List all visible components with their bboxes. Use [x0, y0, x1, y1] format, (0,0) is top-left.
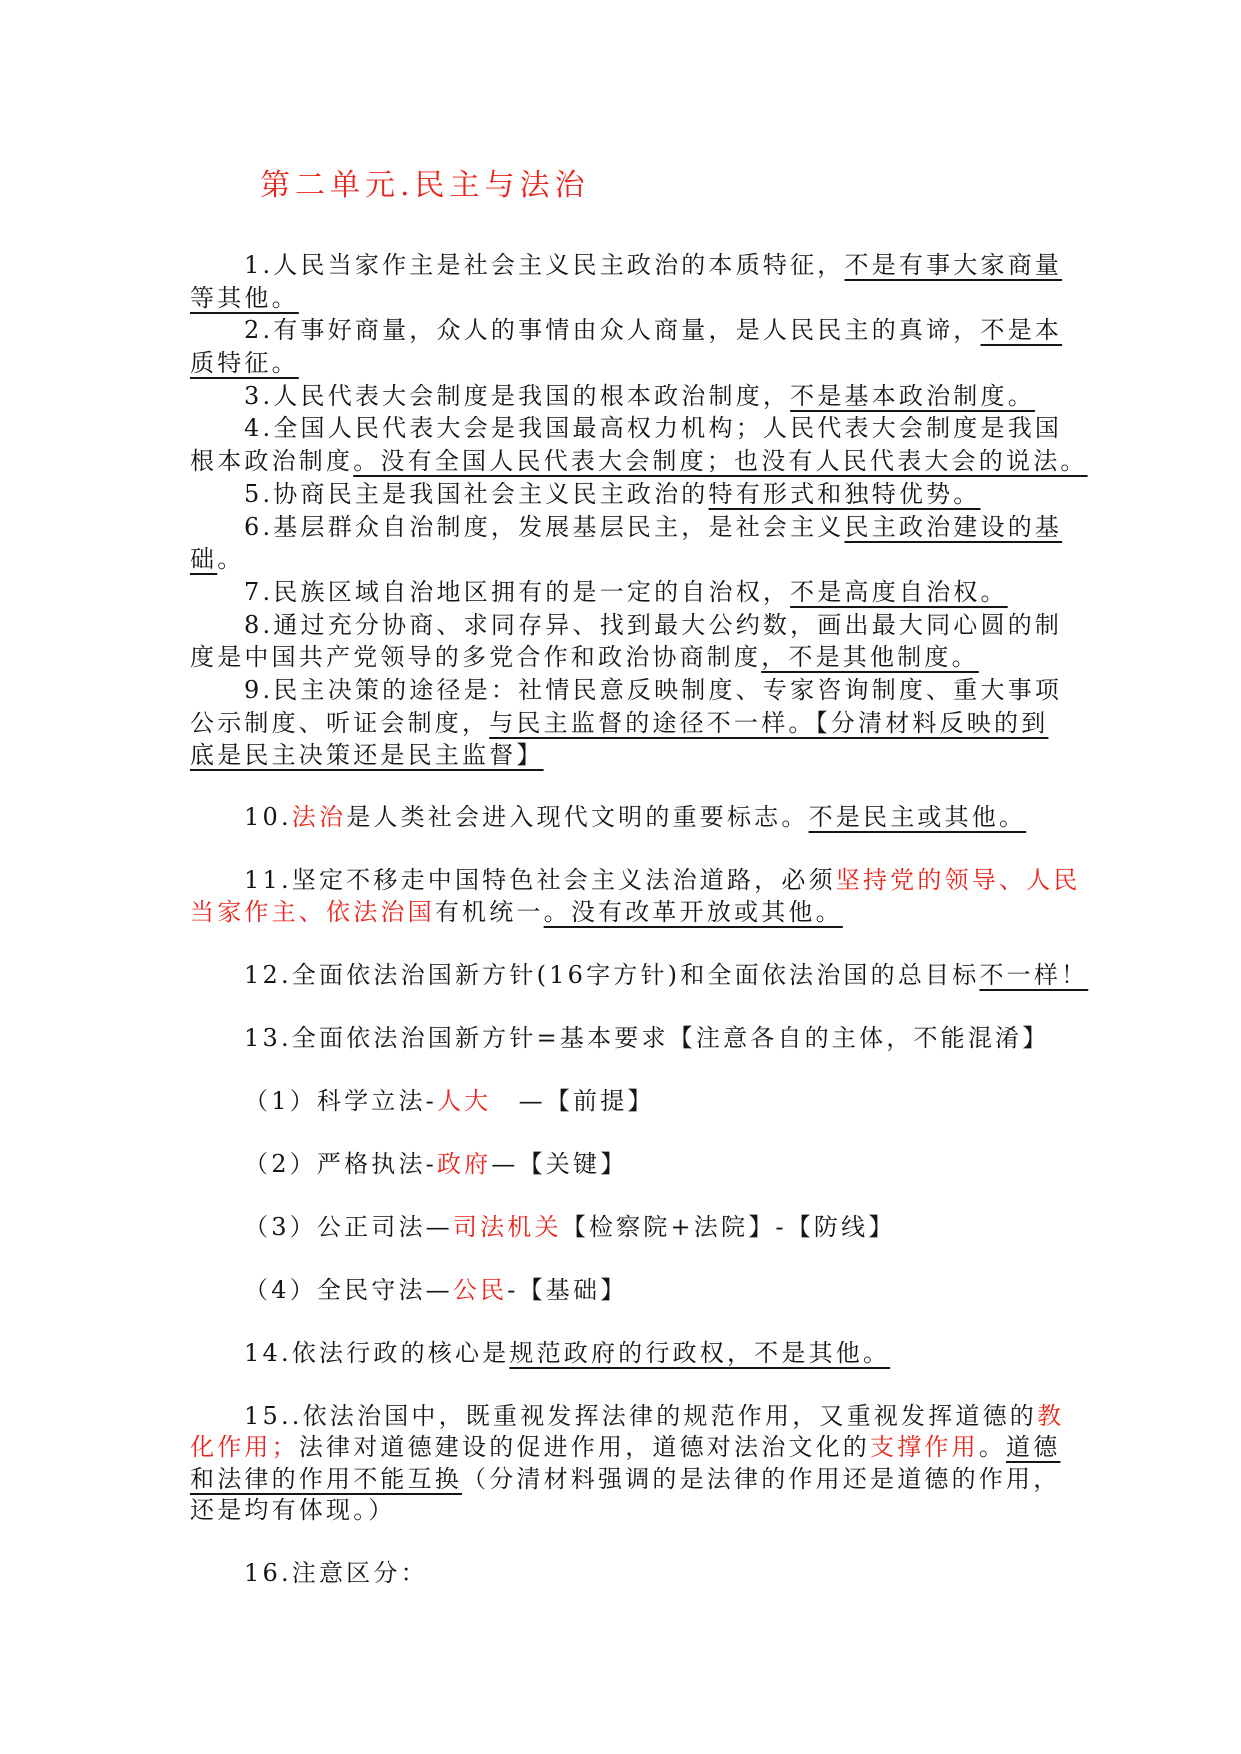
line-text: 。 — [978, 1433, 1007, 1461]
highlighted-text: 教 — [1037, 1401, 1065, 1430]
text-line — [190, 249, 1150, 282]
line-text: 还是均有体现。） — [190, 1496, 396, 1524]
list-item — [190, 1212, 1150, 1244]
line-text: （4）全民守法— — [244, 1275, 453, 1304]
text-line — [190, 641, 1150, 674]
text-line — [190, 511, 1150, 544]
text-line — [190, 865, 1150, 897]
text-line — [190, 478, 1150, 511]
line-text: 。 — [217, 545, 245, 574]
text-line — [190, 314, 1150, 347]
underlined-text: 质特征。 — [190, 349, 299, 378]
text-line — [190, 543, 1150, 576]
line-text: —【前提】 — [491, 1086, 655, 1115]
highlighted-text: 支撑作用 — [870, 1433, 979, 1461]
line-text: 15..依法治国中，既重视发挥法律的规范作用，又重视发挥道德的 — [244, 1401, 1037, 1430]
text-line — [190, 802, 1150, 834]
line-text: （分清材料强调的是法律的作用还是道德的作用， — [462, 1464, 1061, 1493]
underlined-text: 特有形式和独特优势。 — [708, 479, 981, 508]
page-title: 第二单元.民主与法治 — [260, 168, 590, 203]
underlined-text: 底是民主决策还是民主监督】 — [190, 741, 544, 770]
section-democracy — [190, 249, 1150, 772]
text-line — [190, 412, 1150, 445]
text-line — [190, 347, 1150, 380]
underlined-text: 等其他。 — [190, 283, 299, 312]
underlined-text: 。没有全国人民代表大会制度；也没有人民代表大会的说法。 — [353, 447, 1088, 476]
section-rule-of-law — [190, 802, 1150, 1590]
underlined-text: 不是高度自治权。 — [790, 577, 1008, 606]
highlighted-text: 当家作主、依法治国 — [190, 897, 435, 926]
text-line — [190, 1432, 1150, 1464]
text-line — [190, 1338, 1150, 1370]
line-text: 1.人民当家作主是社会主义民主政治的本质特征， — [244, 251, 845, 279]
line-text: 度是中国共产党领导的多党合作和政治协商制度 — [190, 643, 762, 672]
line-text: 4.全国人民代表大会是我国最高权力机构；人民代表大会制度是我国 — [244, 414, 1063, 443]
line-text: （2）严格执法- — [244, 1149, 437, 1178]
line-text: 【检察院+法院】-【防线】 — [561, 1212, 896, 1241]
highlighted-text: 司法机关 — [452, 1212, 562, 1241]
underlined-text: 不是本 — [980, 316, 1063, 345]
underlined-text: 不是基本政治制度。 — [790, 381, 1035, 410]
highlighted-text: 坚持党的领导、人民 — [835, 866, 1081, 894]
line-text: 法律对道德建设的促进作用，道德对法治文化的 — [298, 1433, 871, 1461]
line-text: 9.民主决策的途径是：社情民意反映制度、专家咨询制度、重大事项 — [244, 675, 1063, 704]
highlighted-text: 化作用； — [190, 1433, 299, 1461]
text-line — [190, 1401, 1150, 1433]
line-text: （3）公正司法— — [244, 1212, 453, 1241]
highlighted-text: 公民 — [452, 1275, 508, 1304]
line-text: 有机统一 — [434, 897, 544, 926]
underlined-text: 规范政府的行政权，不是其他。 — [509, 1338, 891, 1367]
text-line — [190, 1464, 1150, 1496]
line-text: 是人类社会进入现代文明的重要标志。 — [346, 803, 809, 831]
text-line — [190, 1023, 1150, 1055]
text-line — [190, 576, 1150, 609]
highlighted-text: 法治 — [291, 803, 347, 831]
underlined-text: 。没有改革开放或其他。 — [543, 897, 843, 926]
list-item — [190, 1275, 1150, 1307]
underlined-text: ，不是其他制度。 — [761, 643, 979, 672]
text-line — [190, 739, 1150, 772]
line-text: 2.有事好商量，众人的事情由众人商量，是人民民主的真谛， — [244, 316, 981, 345]
underlined-text: 和法律的作用不能互换 — [190, 1464, 462, 1493]
text-line — [190, 380, 1150, 413]
highlighted-text: 人大 — [436, 1086, 492, 1115]
line-text: -【基础】 — [507, 1275, 628, 1304]
underlined-text: 不是民主或其他。 — [808, 803, 1027, 831]
line-text: 6.基层群众自治制度，发展基层民主，是社会主义 — [244, 512, 845, 541]
underlined-text: 与民主监督的途径不一样。【分清材料反映的到 — [489, 708, 1049, 737]
line-text: 根本政治制度 — [190, 447, 354, 476]
line-text: —【关键】 — [491, 1149, 628, 1178]
text-line — [190, 707, 1150, 740]
line-text: 3.人民代表大会制度是我国的根本政治制度， — [244, 381, 791, 410]
text-line — [190, 609, 1150, 642]
list-item — [190, 1149, 1150, 1181]
line-text: 公示制度、听证会制度， — [190, 708, 490, 737]
text-line — [190, 674, 1150, 707]
line-text: 14.依法行政的核心是 — [244, 1338, 510, 1367]
line-text: 11.坚定不移走中国特色社会主义法治道路，必须 — [244, 866, 836, 894]
line-text: 5.协商民主是我国社会主义民主政治的 — [244, 479, 709, 508]
line-text: 12.全面依法治国新方针(16字方针)和全面依法治国的总目标 — [244, 960, 980, 989]
underlined-text: 道德 — [1006, 1433, 1061, 1461]
line-text: （1）科学立法- — [244, 1086, 437, 1115]
list-item — [190, 1086, 1150, 1118]
underlined-text: 民主政治建设的基 — [844, 512, 1063, 541]
line-text: 16.注意区分： — [244, 1559, 428, 1587]
highlighted-text: 政府 — [436, 1149, 492, 1178]
line-text: 7.民族区域自治地区拥有的是一定的自治权， — [244, 577, 791, 606]
line-text: 10. — [244, 803, 292, 831]
underlined-text: 础 — [190, 545, 218, 574]
text-line — [190, 897, 1150, 929]
text-line — [190, 1558, 1150, 1590]
text-line — [190, 445, 1150, 478]
line-text: 13.全面依法治国新方针=基本要求【注意各自的主体，不能混淆】 — [244, 1023, 1050, 1052]
underlined-text: 不一样！ — [979, 960, 1089, 989]
text-line — [190, 282, 1150, 315]
line-text: 8.通过充分协商、求同存异、找到最大公约数，画出最大同心圆的制 — [244, 610, 1063, 639]
text-line — [190, 1495, 1150, 1527]
text-line — [190, 960, 1150, 992]
underlined-text: 不是有事大家商量 — [844, 251, 1063, 279]
